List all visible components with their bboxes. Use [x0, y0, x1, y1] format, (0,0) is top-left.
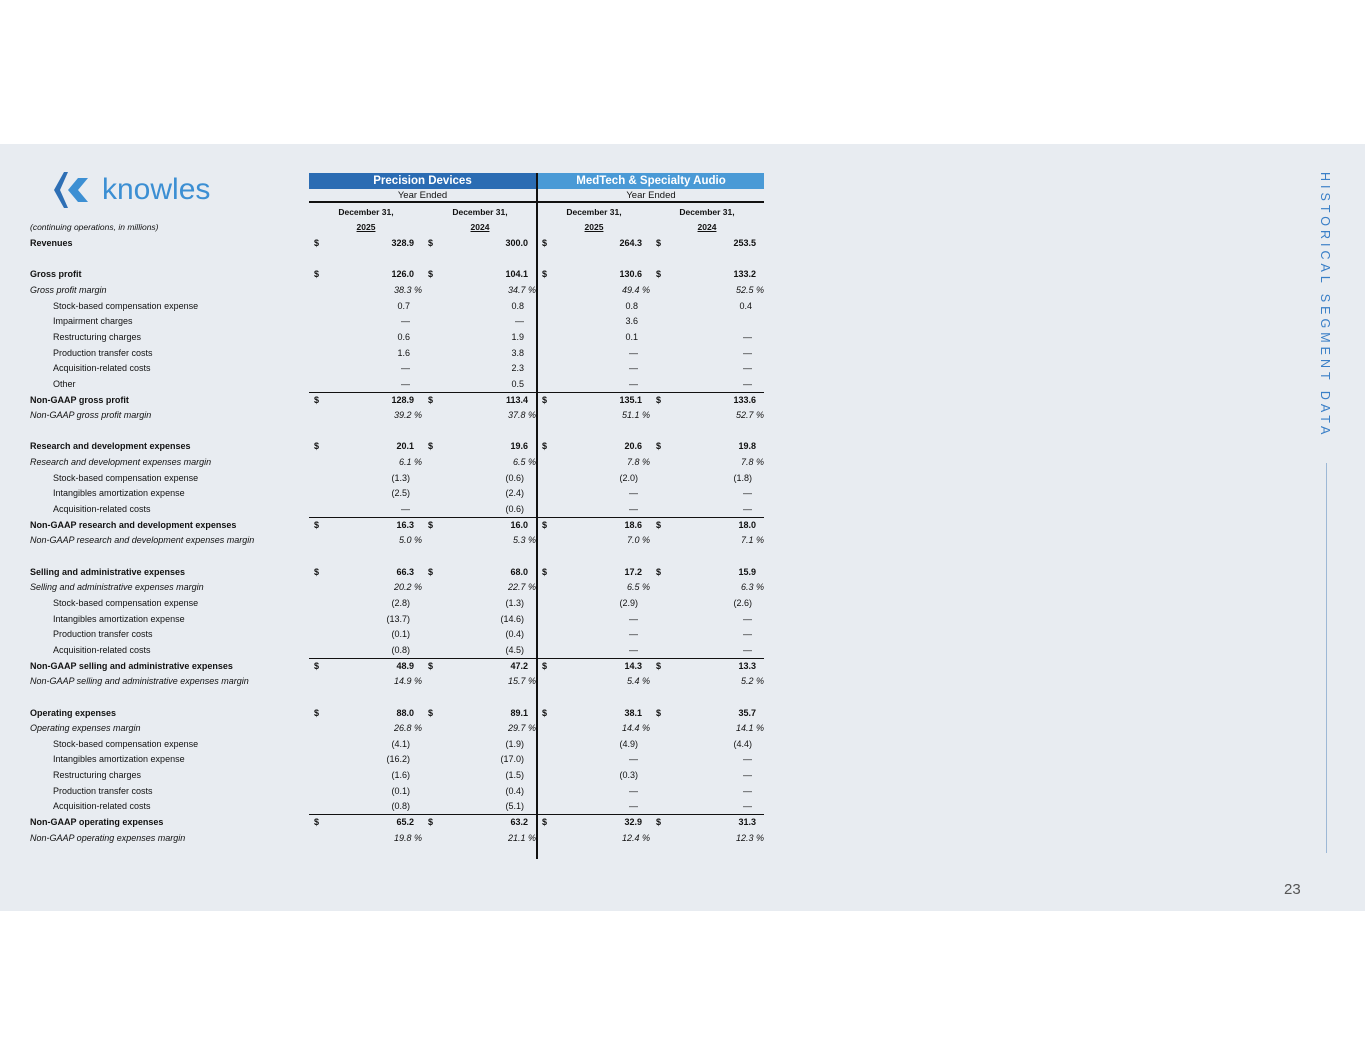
cell-value: 0.7	[397, 300, 410, 311]
cell-value: 7.8 %	[626, 457, 650, 468]
cell-value: 7.0 %	[626, 535, 650, 546]
cell-value: (2.8)	[391, 597, 410, 608]
table-row	[0, 721, 800, 735]
cell-value: 104.1	[505, 269, 528, 280]
cell-value: 6.1 %	[398, 457, 422, 468]
cell-value: 6.5 %	[512, 457, 536, 468]
cell-value: 14.4 %	[621, 723, 650, 734]
cell-value: —	[743, 801, 752, 812]
dollar-sign: $	[656, 441, 662, 452]
spacer-row	[0, 252, 800, 266]
dollar-sign: $	[656, 817, 662, 828]
table-row	[0, 267, 800, 281]
row-label: Impairment charges	[53, 316, 133, 327]
cell-value: —	[629, 801, 638, 812]
dollar-sign: $	[656, 566, 662, 577]
table-row	[0, 799, 800, 813]
dollar-sign: $	[542, 238, 548, 248]
table-row	[0, 439, 800, 453]
cell-value: (1.3)	[505, 597, 524, 608]
cell-value: 68.0	[510, 566, 528, 577]
cell-value: 52.7 %	[735, 410, 764, 421]
table-row	[0, 408, 800, 422]
cell-value: —	[629, 363, 638, 374]
spacer-row	[0, 690, 800, 704]
table-row	[0, 346, 800, 360]
dollar-sign: $	[428, 660, 434, 671]
cell-value: —	[743, 613, 752, 624]
dollar-sign: $	[656, 238, 662, 248]
cell-value: —	[743, 378, 752, 389]
cell-value: 16.3	[396, 519, 414, 530]
cell-value: 88.0	[396, 707, 414, 718]
cell-value: 63.2	[510, 817, 528, 828]
cell-value: 39.2 %	[393, 410, 422, 421]
cell-value: 5.3 %	[512, 535, 536, 546]
col-header-date: December 31,	[338, 207, 394, 217]
table-row	[0, 393, 800, 407]
page-number: 23	[1284, 881, 1301, 898]
table-row	[0, 471, 800, 485]
cell-value: 32.9	[624, 817, 642, 828]
cell-value: (2.4)	[505, 488, 524, 499]
table-row	[0, 518, 800, 532]
table-row	[0, 314, 800, 328]
table-row	[0, 533, 800, 547]
dollar-sign: $	[656, 519, 662, 530]
cell-value: 5.2 %	[740, 676, 764, 687]
cell-value: 3.6	[625, 316, 638, 327]
row-label: Acquisition-related costs	[53, 801, 151, 812]
cell-value: —	[629, 613, 638, 624]
subtotal-rule	[309, 392, 536, 393]
cell-value: (0.1)	[391, 629, 410, 640]
cell-value: 16.0	[510, 519, 528, 530]
row-label: Acquisition-related costs	[53, 504, 151, 515]
cell-value: 7.1 %	[740, 535, 764, 546]
row-label: Restructuring charges	[53, 770, 142, 781]
table-row	[0, 706, 800, 720]
table-row	[0, 455, 800, 469]
row-label: Non-GAAP research and development expenses margin	[30, 535, 255, 546]
cell-value: —	[743, 629, 752, 640]
table-row	[0, 831, 800, 845]
table-row	[0, 768, 800, 782]
table-row	[0, 659, 800, 673]
row-label: Gross profit	[30, 269, 82, 280]
cell-value: 133.2	[733, 269, 756, 280]
cell-value: (4.9)	[619, 738, 638, 749]
row-label: Stock-based compensation expense	[53, 597, 199, 608]
cell-value: (16.2)	[386, 754, 410, 765]
cell-value: (1.6)	[391, 770, 410, 781]
cell-value: (1.3)	[391, 472, 410, 483]
row-label: Intangibles amortization expense	[53, 613, 185, 624]
dollar-sign: $	[428, 238, 434, 248]
row-label: Research and development expenses	[30, 441, 191, 452]
row-label: Non-GAAP research and development expenses	[30, 519, 237, 530]
row-label: Acquisition-related costs	[53, 644, 151, 655]
dollar-sign: $	[656, 394, 662, 405]
cell-value: —	[401, 504, 410, 515]
table-row	[0, 377, 800, 391]
cell-value: 128.9	[391, 394, 414, 405]
cell-value: —	[629, 347, 638, 358]
cell-value: 52.5 %	[735, 284, 764, 295]
cell-value: 5.4 %	[626, 676, 650, 687]
row-label: Operating expenses	[30, 707, 117, 718]
table-row	[0, 299, 800, 313]
row-label: Stock-based compensation expense	[53, 472, 199, 483]
row-label: Non-GAAP selling and administrative expenses	[30, 660, 233, 671]
table-row	[0, 580, 800, 594]
cell-value: 0.4	[739, 300, 752, 311]
cell-value: 0.5	[511, 378, 524, 389]
logo-text: knowles	[102, 173, 211, 206]
cell-value: 2.3	[511, 363, 524, 374]
side-divider	[1326, 463, 1327, 853]
cell-value: 19.6	[510, 441, 528, 452]
cell-value: 48.9	[396, 660, 414, 671]
table-row	[0, 361, 800, 375]
dollar-sign: $	[428, 817, 434, 828]
subtotal-rule	[309, 517, 536, 518]
table-row	[0, 502, 800, 516]
dollar-sign: $	[314, 707, 320, 718]
dollar-sign: $	[428, 566, 434, 577]
cell-value: 22.7 %	[507, 582, 536, 593]
subtotal-rule	[538, 814, 764, 815]
row-label: Selling and administrative expenses margin	[30, 582, 204, 593]
spacer-row	[0, 549, 800, 563]
col-header-year: 2024	[697, 222, 717, 232]
cell-value: 34.7 %	[507, 284, 536, 295]
cell-value: (17.0)	[500, 754, 524, 765]
cell-value: —	[629, 488, 638, 499]
cell-value: 47.2	[510, 660, 528, 671]
dollar-sign: $	[542, 707, 548, 718]
cell-value: (0.4)	[505, 785, 524, 796]
cell-value: —	[743, 488, 752, 499]
cell-value: 51.1 %	[621, 410, 650, 421]
cell-value: 12.3 %	[735, 832, 764, 843]
cell-value: 7.8 %	[740, 457, 764, 468]
cell-value: 18.0	[738, 519, 756, 530]
cell-value: (0.6)	[505, 504, 524, 515]
table-row	[0, 236, 800, 250]
col-header-date: December 31,	[452, 207, 508, 217]
cell-value: —	[743, 754, 752, 765]
cell-value: 12.4 %	[621, 832, 650, 843]
row-label: Revenues	[30, 238, 73, 248]
table-row	[0, 330, 800, 344]
cell-value: —	[743, 770, 752, 781]
cell-value: (0.4)	[505, 629, 524, 640]
cell-value: 35.7	[738, 707, 756, 718]
row-label: Production transfer costs	[53, 629, 153, 640]
cell-value: (2.9)	[619, 597, 638, 608]
cell-value: (4.4)	[733, 738, 752, 749]
header-rule	[538, 201, 764, 203]
cell-value: 130.6	[619, 269, 642, 280]
row-label: Stock-based compensation expense	[53, 300, 199, 311]
cell-value: (4.1)	[391, 738, 410, 749]
table-row	[0, 283, 800, 297]
segment-header-medtech: MedTech & Specialty Audio	[538, 173, 764, 189]
cell-value: (0.8)	[391, 644, 410, 655]
cell-value: 37.8 %	[507, 410, 536, 421]
row-label: Non-GAAP gross profit	[30, 394, 129, 405]
cell-value: 17.2	[624, 566, 642, 577]
cell-value: 1.9	[511, 331, 524, 342]
row-label: Non-GAAP operating expenses margin	[30, 832, 186, 843]
row-label: Production transfer costs	[53, 785, 153, 796]
cell-value: —	[629, 504, 638, 515]
logo-mark-icon	[50, 170, 100, 210]
cell-value: 66.3	[396, 566, 414, 577]
cell-value: 20.6	[624, 441, 642, 452]
cell-value: —	[401, 316, 410, 327]
cell-value: (14.6)	[500, 613, 524, 624]
cell-value: (0.1)	[391, 785, 410, 796]
cell-value: 13.3	[738, 660, 756, 671]
row-label: Intangibles amortization expense	[53, 488, 185, 499]
cell-value: 38.3 %	[393, 284, 422, 295]
dollar-sign: $	[314, 441, 320, 452]
subtotal-rule	[309, 814, 536, 815]
cell-value: —	[401, 363, 410, 374]
row-label: Production transfer costs	[53, 347, 153, 358]
table-row	[0, 643, 800, 657]
cell-value: 19.8 %	[393, 832, 422, 843]
cell-value: —	[743, 785, 752, 796]
cell-value: (13.7)	[386, 613, 410, 624]
col-header-date: December 31,	[679, 207, 735, 217]
row-label: Non-GAAP operating expenses	[30, 817, 164, 828]
dollar-sign: $	[314, 519, 320, 530]
subtotal-rule	[538, 517, 764, 518]
table-row	[0, 737, 800, 751]
dollar-sign: $	[542, 441, 548, 452]
row-label: Stock-based compensation expense	[53, 738, 199, 749]
subtotal-rule	[538, 658, 764, 659]
cell-value: 15.9	[738, 566, 756, 577]
cell-value: (2.5)	[391, 488, 410, 499]
row-label: Non-GAAP gross profit margin	[30, 410, 152, 421]
col-header-year: 2025	[584, 222, 604, 232]
dollar-sign: $	[542, 519, 548, 530]
period-label-medtech: Year Ended	[626, 190, 676, 201]
row-label: Acquisition-related costs	[53, 363, 151, 374]
cell-value: 264.3	[619, 238, 642, 248]
cell-value: 3.8	[511, 347, 524, 358]
cell-value: 21.1 %	[507, 832, 536, 843]
cell-value: 26.8 %	[393, 723, 422, 734]
dollar-sign: $	[314, 660, 320, 671]
dollar-sign: $	[542, 394, 548, 405]
cell-value: 5.0 %	[398, 535, 422, 546]
row-label: Other	[53, 378, 76, 389]
cell-value: 6.5 %	[626, 582, 650, 593]
cell-value: 113.4	[505, 394, 528, 405]
dollar-sign: $	[542, 817, 548, 828]
table-row	[0, 596, 800, 610]
cell-value: —	[743, 504, 752, 515]
table-row	[0, 627, 800, 641]
dollar-sign: $	[314, 817, 320, 828]
table-row	[0, 784, 800, 798]
cell-value: —	[743, 644, 752, 655]
cell-value: 15.7 %	[507, 676, 536, 687]
units-note: (continuing operations, in millions)	[30, 222, 159, 232]
cell-value: —	[743, 363, 752, 374]
segment-divider	[536, 173, 538, 859]
subtotal-rule	[538, 392, 764, 393]
dollar-sign: $	[428, 269, 434, 280]
period-label-precision-devices: Year Ended	[397, 190, 448, 201]
col-header-date: December 31,	[566, 207, 622, 217]
col-header-year: 2024	[470, 222, 490, 232]
row-label: Intangibles amortization expense	[53, 754, 185, 765]
cell-value: 253.5	[733, 238, 756, 248]
cell-value: 1.6	[397, 347, 410, 358]
cell-value: —	[629, 754, 638, 765]
dollar-sign: $	[314, 238, 320, 248]
cell-value: 328.9	[391, 238, 414, 248]
row-label: Operating expenses margin	[30, 723, 141, 734]
cell-value: 65.2	[396, 817, 414, 828]
table-row	[0, 815, 800, 829]
side-title: HISTORICAL SEGMENT DATA	[1318, 172, 1332, 439]
table-row	[0, 674, 800, 688]
cell-value: 126.0	[391, 269, 414, 280]
spacer-row	[0, 424, 800, 438]
cell-value: 133.6	[733, 394, 756, 405]
row-label: Gross profit margin	[30, 284, 107, 295]
cell-value: (1.9)	[505, 738, 524, 749]
cell-value: (0.6)	[505, 472, 524, 483]
table-row	[0, 752, 800, 766]
dollar-sign: $	[314, 269, 320, 280]
row-label: Non-GAAP selling and administrative expenses margin	[30, 676, 249, 687]
dollar-sign: $	[428, 707, 434, 718]
dollar-sign: $	[428, 519, 434, 530]
cell-value: 19.8	[738, 441, 756, 452]
cell-value: 14.1 %	[735, 723, 764, 734]
row-label: Restructuring charges	[53, 331, 142, 342]
cell-value: 300.0	[505, 238, 528, 248]
cell-value: 0.8	[511, 300, 524, 311]
table-row	[0, 486, 800, 500]
cell-value: (5.1)	[505, 801, 524, 812]
cell-value: —	[401, 378, 410, 389]
cell-value: —	[629, 644, 638, 655]
cell-value: 29.7 %	[507, 723, 536, 734]
cell-value: 14.3	[624, 660, 642, 671]
cell-value: 20.1	[396, 441, 414, 452]
cell-value: (1.8)	[733, 472, 752, 483]
dollar-sign: $	[656, 269, 662, 280]
cell-value: (2.6)	[733, 597, 752, 608]
dollar-sign: $	[542, 566, 548, 577]
segment-header-precision-devices: Precision Devices	[309, 173, 536, 189]
cell-value: —	[629, 378, 638, 389]
knowles-logo	[50, 170, 220, 210]
dollar-sign: $	[314, 394, 320, 405]
cell-value: 38.1	[624, 707, 642, 718]
dollar-sign: $	[428, 394, 434, 405]
dollar-sign: $	[656, 707, 662, 718]
cell-value: —	[629, 629, 638, 640]
cell-value: 14.9 %	[393, 676, 422, 687]
cell-value: 0.8	[625, 300, 638, 311]
row-label: Research and development expenses margin	[30, 457, 212, 468]
cell-value: —	[515, 316, 524, 327]
subtotal-rule	[309, 658, 536, 659]
row-label: Selling and administrative expenses	[30, 566, 186, 577]
cell-value: 135.1	[619, 394, 642, 405]
cell-value: (0.3)	[619, 770, 638, 781]
cell-value: 6.3 %	[740, 582, 764, 593]
cell-value: 0.6	[397, 331, 410, 342]
cell-value: 0.1	[625, 331, 638, 342]
cell-value: 89.1	[510, 707, 528, 718]
cell-value: 18.6	[624, 519, 642, 530]
cell-value: —	[629, 785, 638, 796]
dollar-sign: $	[656, 660, 662, 671]
col-header-year: 2025	[356, 222, 376, 232]
table-row	[0, 612, 800, 626]
cell-value: (0.8)	[391, 801, 410, 812]
cell-value: —	[743, 331, 752, 342]
dollar-sign: $	[542, 269, 548, 280]
cell-value: (4.5)	[505, 644, 524, 655]
dollar-sign: $	[314, 566, 320, 577]
table-row	[0, 565, 800, 579]
cell-value: (2.0)	[619, 472, 638, 483]
cell-value: (1.5)	[505, 770, 524, 781]
header-rule	[309, 201, 536, 203]
cell-value: 20.2 %	[393, 582, 422, 593]
dollar-sign: $	[428, 441, 434, 452]
cell-value: —	[743, 347, 752, 358]
cell-value: 49.4 %	[621, 284, 650, 295]
cell-value: 31.3	[738, 817, 756, 828]
dollar-sign: $	[542, 660, 548, 671]
